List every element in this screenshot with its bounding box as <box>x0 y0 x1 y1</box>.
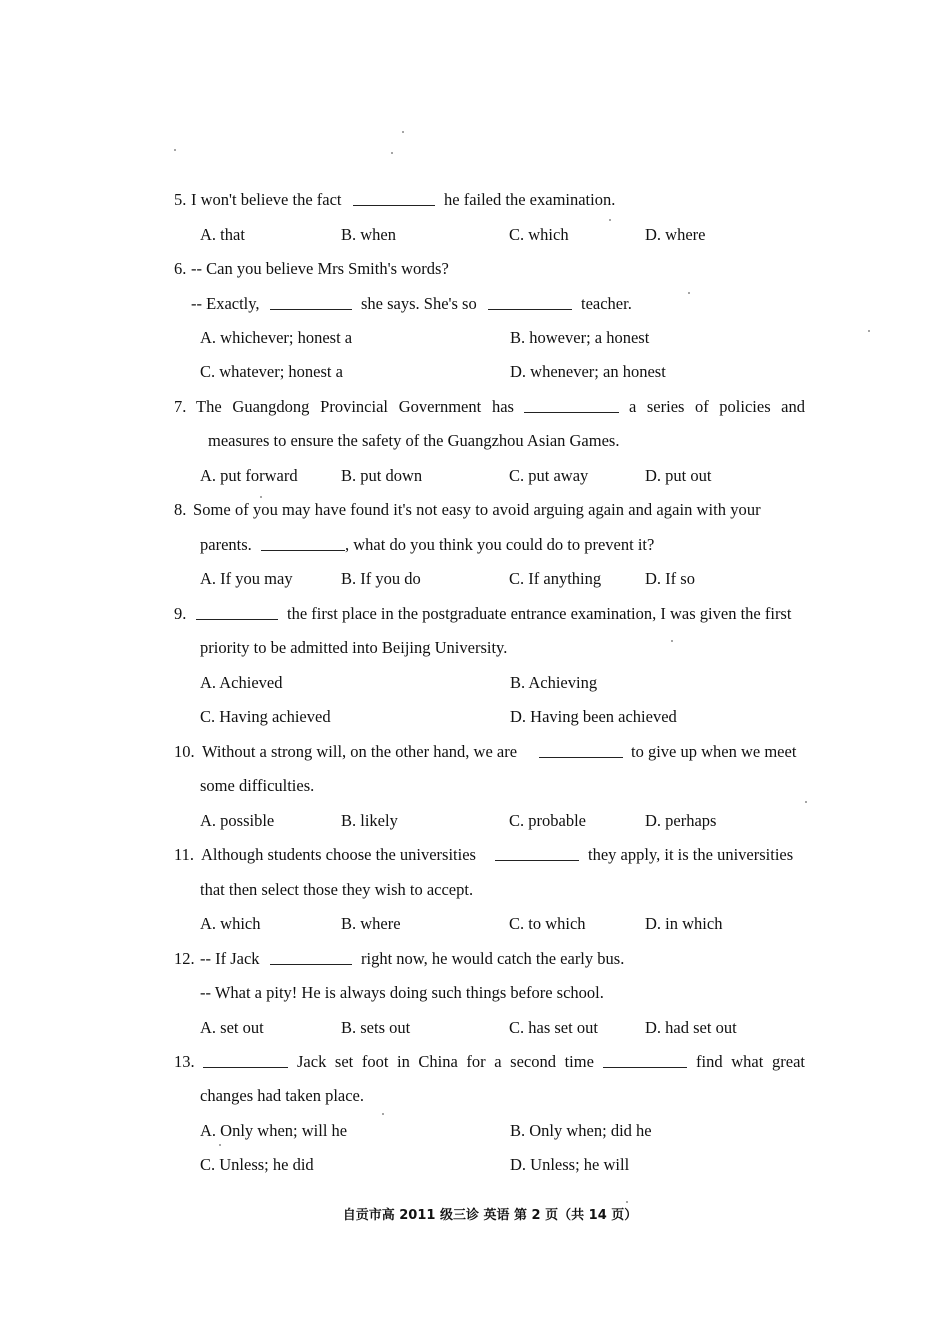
question-6-options-ab <box>0 323 950 353</box>
question-6-stem <box>0 254 950 284</box>
page-footer: 自贡市高 2011 级三诊 英语 第 2 页（共 14 页） <box>342 1208 638 1223</box>
scan-speck <box>626 1201 628 1203</box>
answer-blank <box>603 1067 687 1068</box>
stem-word: China <box>418 1052 458 1071</box>
stem-text: she says. She's so <box>361 294 477 313</box>
stem-word: set <box>334 1052 354 1071</box>
scan-speck <box>219 1144 221 1146</box>
answer-blank <box>203 1067 288 1068</box>
scan-speck <box>671 640 673 642</box>
question-13-options-cd <box>0 1150 950 1180</box>
stem-words <box>696 1047 805 1077</box>
option-a[interactable]: A. whichever; honest a <box>200 328 353 347</box>
question-number: 7. <box>174 397 187 416</box>
question-number: 8. <box>174 500 187 519</box>
stem-word: The <box>196 397 222 416</box>
option-d[interactable]: D. where <box>645 225 706 244</box>
option-a[interactable]: A. that <box>200 225 245 244</box>
question-13-stem <box>0 1047 950 1077</box>
option-a[interactable]: A. set out <box>200 1018 264 1037</box>
stem-words <box>196 392 514 422</box>
option-c[interactable]: C. which <box>509 225 569 244</box>
scan-speck <box>805 801 807 803</box>
stem-text: he failed the examination. <box>444 190 616 209</box>
option-b[interactable]: B. sets out <box>341 1018 411 1037</box>
stem-text: priority to be admitted into Beijing University. <box>200 638 508 657</box>
stem-text: -- What a pity! He is always doing such things before school. <box>200 983 604 1002</box>
stem-text: -- Exactly, <box>191 294 260 313</box>
stem-text: teacher. <box>581 294 632 313</box>
stem-text: Without a strong will, on the other hand, we are <box>202 742 518 761</box>
option-b[interactable]: B. put down <box>341 466 423 485</box>
stem-text: to give up when we meet <box>631 742 797 761</box>
stem-text: that then select those they wish to accept. <box>200 880 474 899</box>
question-5-options <box>0 220 950 250</box>
stem-word: second <box>510 1052 556 1071</box>
question-9-options-cd <box>0 702 950 732</box>
option-b[interactable]: B. where <box>341 914 401 933</box>
stem-word: a <box>629 397 637 416</box>
question-13-options-ab <box>0 1116 950 1146</box>
stem-word: foot <box>361 1052 389 1071</box>
stem-word: Government <box>398 397 482 416</box>
scan-speck <box>868 330 870 332</box>
question-11-options <box>0 909 950 939</box>
option-d[interactable]: D. perhaps <box>645 811 717 830</box>
scan-speck <box>402 131 404 133</box>
option-b[interactable]: B. Achieving <box>510 673 598 692</box>
question-6-options-cd <box>0 357 950 387</box>
scan-speck <box>382 1113 384 1115</box>
option-a[interactable]: A. Achieved <box>200 673 283 692</box>
question-number: 13. <box>174 1052 195 1071</box>
option-b[interactable]: B. however; a honest <box>510 328 650 347</box>
stem-text: some difficulties. <box>200 776 315 795</box>
scan-speck <box>688 292 690 294</box>
question-13-stem-line2 <box>0 1081 950 1111</box>
question-10-stem <box>0 737 950 767</box>
question-12-stem <box>0 944 950 974</box>
stem-word: great <box>772 1052 805 1071</box>
question-9-options-ab <box>0 668 950 698</box>
answer-blank <box>270 309 352 310</box>
stem-words <box>297 1047 594 1077</box>
option-c[interactable]: C. Unless; he did <box>200 1155 314 1174</box>
question-8-stem-line2 <box>0 530 950 560</box>
question-7-stem-line2 <box>0 426 950 456</box>
stem-word: a <box>494 1052 502 1071</box>
option-d[interactable]: D. Having been achieved <box>510 707 677 726</box>
stem-text: they apply, it is the universities <box>588 845 794 864</box>
stem-text: right now, he would catch the early bus. <box>361 949 625 968</box>
option-b[interactable]: B. If you do <box>341 569 421 588</box>
option-a[interactable]: A. put forward <box>200 466 298 485</box>
stem-word: has <box>491 397 514 416</box>
question-number: 6. <box>174 259 187 278</box>
option-d[interactable]: D. Unless; he will <box>510 1155 630 1174</box>
option-a[interactable]: A. possible <box>200 811 275 830</box>
stem-word: policies <box>719 397 771 416</box>
stem-words <box>629 392 805 422</box>
option-a[interactable]: A. Only when; will he <box>200 1121 348 1140</box>
option-d[interactable]: D. had set out <box>645 1018 737 1037</box>
question-number: 12. <box>174 949 195 968</box>
question-11-stem-line2 <box>0 875 950 905</box>
question-number: 10. <box>174 742 195 761</box>
question-7-options <box>0 461 950 491</box>
stem-text: Although students choose the universities <box>201 845 476 864</box>
question-12-stem-line2 <box>0 978 950 1008</box>
question-5-stem <box>0 185 950 215</box>
question-9-stem <box>0 599 950 629</box>
option-c[interactable]: C. put away <box>509 466 589 485</box>
stem-text: -- If Jack <box>200 949 260 968</box>
question-11-stem <box>0 840 950 870</box>
stem-word: series <box>646 397 685 416</box>
option-c[interactable]: C. probable <box>509 811 586 830</box>
answer-blank <box>524 412 619 413</box>
stem-word: in <box>397 1052 410 1071</box>
stem-text: measures to ensure the safety of the Guangzhou Asian Games. <box>208 431 620 450</box>
option-c[interactable]: C. If anything <box>509 569 602 588</box>
question-9-stem-line2 <box>0 633 950 663</box>
option-a[interactable]: A. If you may <box>200 569 293 588</box>
stem-word: time <box>564 1052 594 1071</box>
option-a[interactable]: A. which <box>200 914 261 933</box>
stem-text: Some of you may have found it's not easy to avoid arguing again and again with your <box>193 500 761 519</box>
stem-word: Provincial <box>320 397 388 416</box>
answer-blank <box>495 860 579 861</box>
question-6-stem-line2 <box>0 289 950 319</box>
option-b[interactable]: B. likely <box>341 811 398 830</box>
option-d[interactable]: D. If so <box>645 569 695 588</box>
scan-speck <box>391 152 393 154</box>
stem-text: the first place in the postgraduate entrance examination, I was given the first <box>287 604 792 623</box>
answer-blank <box>353 205 435 206</box>
option-b[interactable]: B. when <box>341 225 396 244</box>
option-d[interactable]: D. put out <box>645 466 712 485</box>
question-8-stem <box>0 495 950 525</box>
answer-blank <box>539 757 623 758</box>
answer-blank <box>488 309 572 310</box>
stem-word: Jack <box>297 1052 327 1071</box>
stem-word: find <box>696 1052 723 1071</box>
question-8-options <box>0 564 950 594</box>
question-number: 9. <box>174 604 187 623</box>
stem-text: changes had taken place. <box>200 1086 365 1105</box>
option-d[interactable]: D. whenever; an honest <box>510 362 666 381</box>
answer-blank <box>261 550 345 551</box>
stem-word: what <box>731 1052 764 1071</box>
question-10-options <box>0 806 950 836</box>
stem-word: and <box>781 397 805 416</box>
scan-speck <box>609 219 611 221</box>
option-c[interactable]: C. Having achieved <box>200 707 331 726</box>
stem-text: parents. <box>200 535 252 554</box>
answer-blank <box>196 619 278 620</box>
stem-text: I won't believe the fact <box>191 190 342 209</box>
stem-text: -- Can you believe Mrs Smith's words? <box>191 259 449 278</box>
option-b[interactable]: B. Only when; did he <box>510 1121 652 1140</box>
scan-speck <box>174 149 176 151</box>
scan-speck <box>260 496 262 498</box>
option-c[interactable]: C. to which <box>509 914 586 933</box>
option-d[interactable]: D. in which <box>645 914 723 933</box>
stem-text: , what do you think you could do to prevent it? <box>345 535 655 554</box>
option-c[interactable]: C. has set out <box>509 1018 598 1037</box>
question-12-options <box>0 1013 950 1043</box>
stem-word: for <box>466 1052 486 1071</box>
stem-word: Guangdong <box>232 397 310 416</box>
question-7-stem <box>0 392 950 422</box>
question-number: 11. <box>174 845 195 864</box>
question-number: 5. <box>174 190 187 209</box>
question-10-stem-line2 <box>0 771 950 801</box>
stem-word: of <box>695 397 709 416</box>
option-c[interactable]: C. whatever; honest a <box>200 362 343 381</box>
answer-blank <box>270 964 352 965</box>
